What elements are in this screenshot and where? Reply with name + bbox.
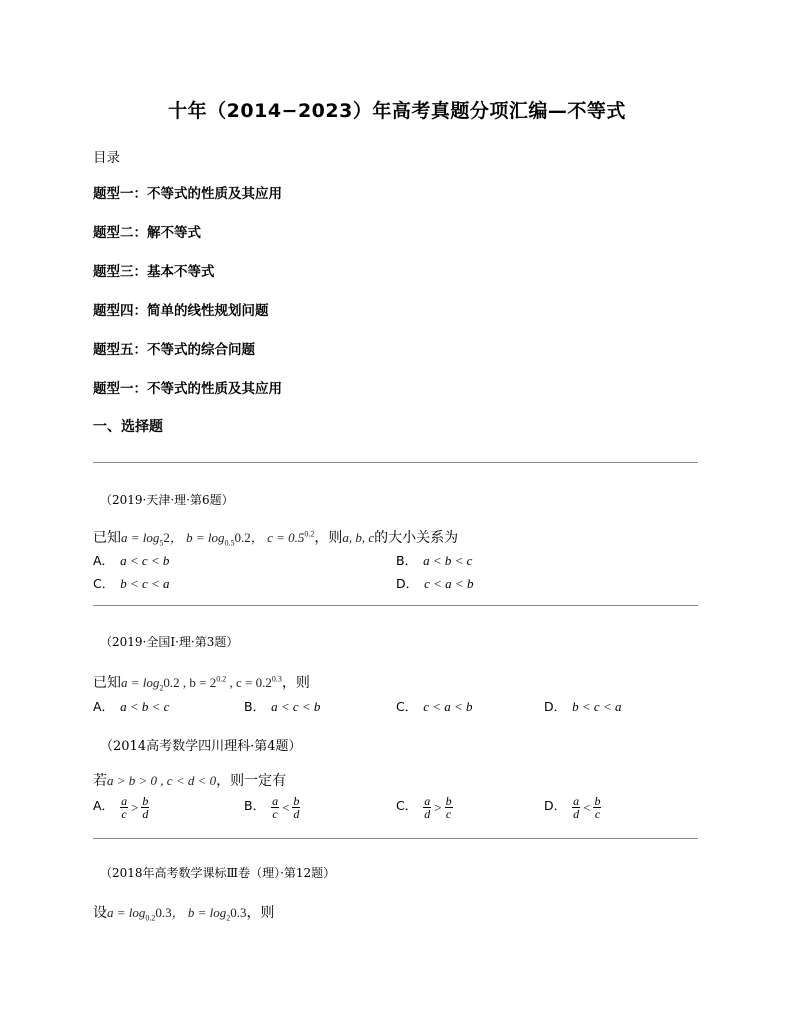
option-c[interactable]: C． $\frac{a}{d}$ > $\frac{b}{c}$ xyxy=(396,794,452,821)
question-source: （2014高考数学四川理科·第4题） xyxy=(100,739,302,754)
question-source: （2019·全国Ⅰ·理·第3题） xyxy=(100,635,239,649)
stem-math: a > b > 0 , c < d < 0 xyxy=(107,773,217,788)
stem-math: $a = \log_20.2$ , $b = 2^{0.2}$ , $c = 0.2^{0.3}$ xyxy=(121,674,282,693)
toc-item-1[interactable]: 题型一：不等式的性质及其应用 xyxy=(93,186,282,202)
stem-math: $a = \log_52$， $b = \log_{0.5}0.2$， $c = 0.5^{0.2}$ xyxy=(121,529,315,548)
question-source: （2018年高考数学课标Ⅲ卷（理）·第12题） xyxy=(100,866,336,880)
section-part-heading: 一、选择题 xyxy=(93,419,163,435)
stem-math: $a = \log_{0.2}0.3$， $b = \log_20.3$ xyxy=(107,905,247,923)
question-source: （2019·天津·理·第6题） xyxy=(100,493,234,507)
section-type-heading: 题型一：不等式的性质及其应用 xyxy=(93,381,282,397)
divider xyxy=(93,462,698,463)
toc-item-2[interactable]: 题型二：解不等式 xyxy=(93,225,201,241)
option-a[interactable]: A． a < c < b xyxy=(93,553,170,568)
divider xyxy=(93,605,698,606)
option-d[interactable]: D． b < c < a xyxy=(544,699,622,714)
question-stem: 已知$a = \log_20.2$ , $b = 2^{0.2}$ , $c = 0.2^{0.3}$，则 xyxy=(93,674,310,693)
option-b[interactable]: B． $\frac{a}{c}$ < $\frac{b}{d}$ xyxy=(244,794,300,821)
toc-item-4[interactable]: 题型四：简单的线性规划问题 xyxy=(93,303,269,319)
option-d[interactable]: D． c < a < b xyxy=(396,576,474,591)
option-c[interactable]: C． c < a < b xyxy=(396,699,473,714)
question-stem: 已知$a = \log_52$， $b = \log_{0.5}0.2$， $c = 0.5^{0.2}$，则a, b, c的大小关系为 xyxy=(93,529,459,548)
option-a[interactable]: A． a < b < c xyxy=(93,699,170,714)
toc-item-5[interactable]: 题型五：不等式的综合问题 xyxy=(93,342,255,358)
toc-item-3[interactable]: 题型三：基本不等式 xyxy=(93,264,215,280)
option-a[interactable]: A． $\frac{a}{c}$ > $\frac{b}{d}$ xyxy=(93,794,149,821)
option-b[interactable]: B． a < c < b xyxy=(244,699,321,714)
question-stem: 若a > b > 0 , c < d < 0，则一定有 xyxy=(93,773,287,789)
question-stem: 设$a = \log_{0.2}0.3$， $b = \log_20.3$，则 xyxy=(93,905,275,923)
stem-text: 已知 xyxy=(93,530,121,546)
divider xyxy=(93,838,698,839)
option-c[interactable]: C． b < c < a xyxy=(93,576,170,591)
option-d[interactable]: D． $\frac{a}{d}$ < $\frac{b}{c}$ xyxy=(544,794,601,821)
page-title: 十年（2014−2023）年高考真题分项汇编—不等式 xyxy=(168,100,626,122)
toc-heading: 目录 xyxy=(93,150,120,166)
option-b[interactable]: B． a < b < c xyxy=(396,553,473,568)
